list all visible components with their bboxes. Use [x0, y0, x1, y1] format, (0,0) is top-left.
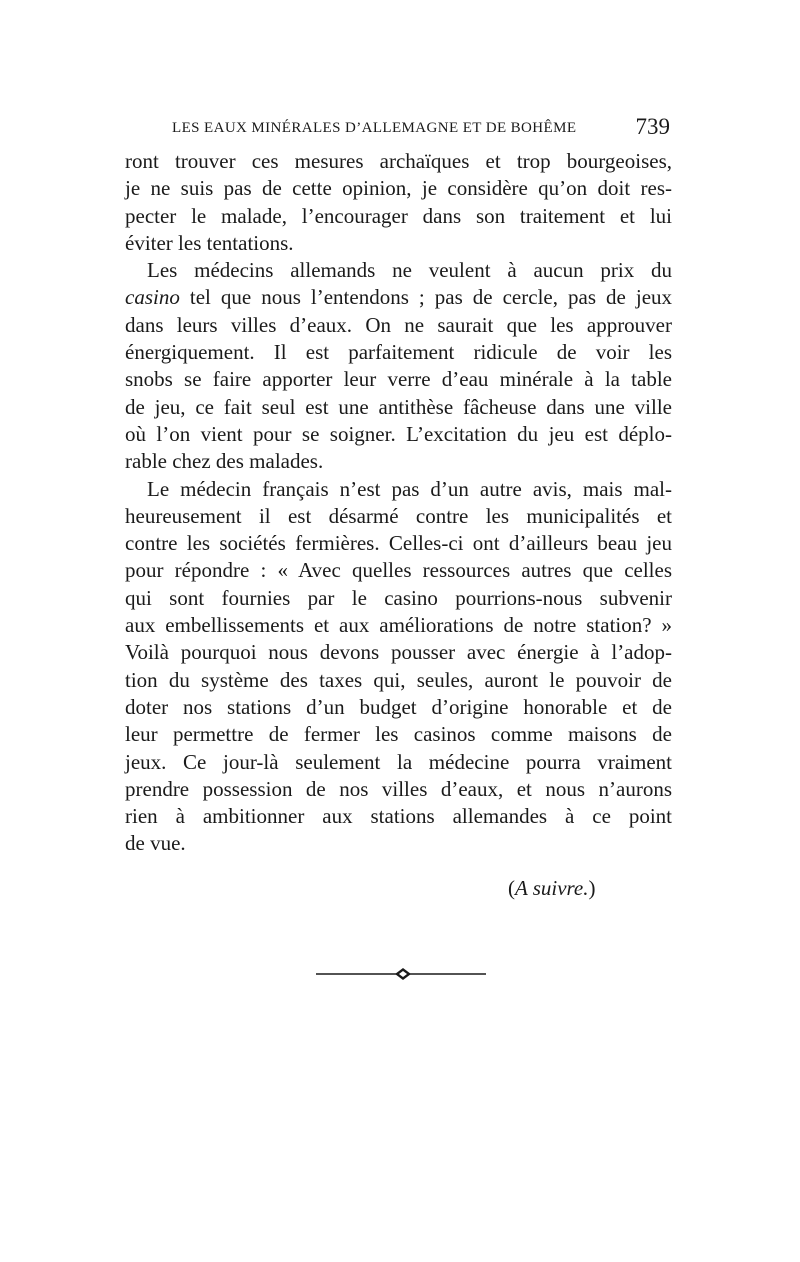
- text-line: Le médecin français n’est pas d’un autre avis, mais mal-: [147, 476, 672, 501]
- attribution-open: (: [508, 876, 515, 900]
- text-line: qui sont fournies par le casino pourrions-nous subvenir: [125, 585, 672, 610]
- text-line: éviter les tentations.: [125, 230, 294, 255]
- text-line: de jeu, ce fait seul est une antithèse fâcheuse dans une ville: [125, 394, 672, 419]
- text-line: de vue.: [125, 831, 186, 856]
- attribution-text: A suivre.: [515, 876, 589, 900]
- body-text: [125, 148, 672, 858]
- text-line: prendre possession de nos villes d’eaux, et nous n’aurons: [125, 776, 672, 801]
- text-line: snobs se faire apporter leur verre d’eau minérale à la table: [125, 367, 672, 392]
- text-line: [125, 284, 672, 311]
- to-be-continued: [508, 876, 596, 901]
- text-line: ront trouver ces mesures archaïques et trop bourgeoises,: [125, 149, 672, 173]
- text-line: heureusement il est désarmé contre les municipalités et: [125, 503, 672, 528]
- text-line: leur permettre de fermer les casinos comme maisons de: [125, 722, 672, 747]
- text-line: pour répondre : « Avec quelles ressources autres que celles: [125, 558, 672, 583]
- text-line: rable chez des malades.: [125, 449, 324, 474]
- text-line: contre les sociétés fermières. Celles-ci ont d’ailleurs beau jeu: [125, 531, 672, 556]
- text-line: pecter le malade, l’encourager dans son traitement et lui: [125, 203, 672, 228]
- text-line: énergiquement. Il est parfaitement ridicule de voir les: [125, 340, 672, 365]
- text-line: jeux. Ce jour-là seulement la médecine pourra vraiment: [125, 749, 672, 774]
- text-line-rest: tel que nous l’entendons ; pas de cercle, pas de jeux: [189, 285, 673, 310]
- text-line: Voilà pourquoi nous devons pousser avec énergie à l’adop-: [125, 640, 672, 665]
- text-line: rien à ambitionner aux stations allemandes à ce point: [125, 804, 672, 829]
- page-number: 739: [635, 114, 670, 139]
- text-line: dans leurs villes d’eaux. On ne saurait que les approuver: [125, 312, 672, 337]
- text-line: je ne suis pas de cette opinion, je considère qu’on doit res-: [125, 176, 672, 201]
- text-line: Les médecins allemands ne veulent à aucun prix du: [147, 258, 672, 283]
- text-line: où l’on vient pour se soigner. L’excitation du jeu est déplo-: [125, 421, 672, 446]
- diamond-rule-ornament-icon: [316, 966, 486, 982]
- italic-word: casino: [125, 285, 180, 310]
- text-line: doter nos stations d’un budget d’origine honorable et de: [125, 694, 672, 719]
- running-head: [172, 114, 672, 144]
- text-line: tion du système des taxes qui, seules, auront le pouvoir de: [125, 667, 672, 692]
- attribution-close: ): [588, 876, 596, 900]
- running-title: LES EAUX MINÉRALES D’ALLEMAGNE ET DE BOHÊME: [172, 120, 577, 136]
- text-line: aux embellissements et aux améliorations de notre station? »: [125, 613, 672, 638]
